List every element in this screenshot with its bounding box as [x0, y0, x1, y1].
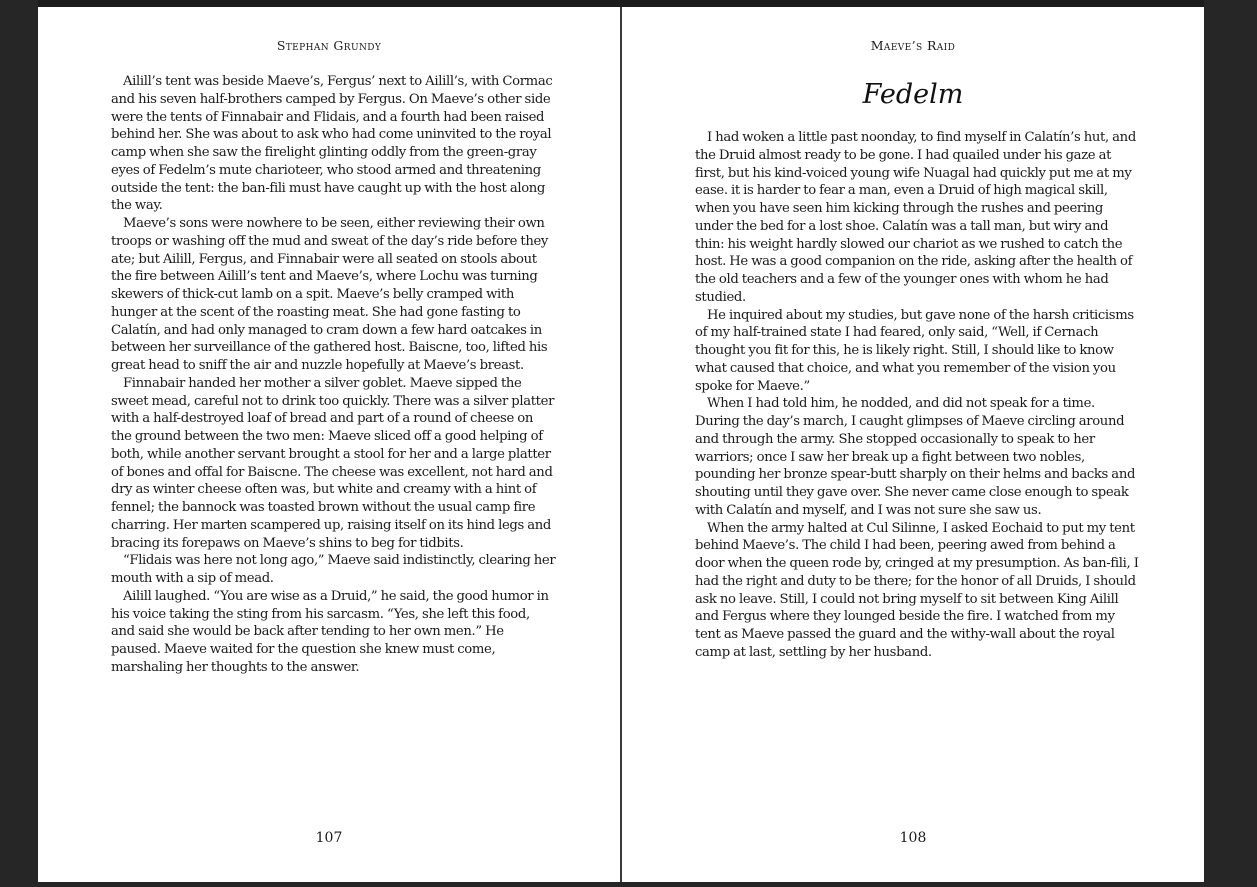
- running-head-title: Maeve’s Raid: [870, 38, 956, 53]
- book-spread: [38, 7, 1204, 882]
- paragraph: Finnabair handed her mother a silver goblet. Maeve sipped the sweet mead, careful not to drink too quickly. There was a silver platter with a half-destroyed loaf of bread and part of a round of cheese on the ground between the two men: Maeve sliced off a good helping of both, while another servant brought a stool for her and a large platter of bones and offal for Baiscne. The cheese was excellent, not hard and dry as winter cheese often was, but white and creamy with a hint of fennel; the bannock was toasted brown without the usual camp fire charring. Her marten scampered up, raising itself on its hind legs and bracing its forepaws on Maeve’s shins to beg for tidbits.: [111, 375, 555, 551]
- chapter-title: Fedelm: [862, 79, 964, 110]
- right-page: [622, 7, 1204, 882]
- right-page-body: [695, 129, 1140, 662]
- left-page-body: [111, 73, 556, 677]
- top-bar: [38, 0, 1204, 7]
- paragraph: Maeve’s sons were nowhere to be seen, either reviewing their own troops or washing off the mud and sweat of the day’s ride before they ate; but Ailill, Fergus, and Finnabair were all seated on stools about the fire between Ailill’s tent and Maeve’s, where Lochu was turning skewers of thick-cut lamb on a spit. Maeve’s belly cramped with hunger at the scent of the roasting meat. She had gone fasting to Calatín, and had only managed to cram down a few hard oatcakes in between her surveillance of the gathered host. Baiscne, too, lifted his great head to sniff the air and nuzzle hopefully at Maeve’s breast.: [111, 216, 549, 373]
- paragraph: When I had told him, he nodded, and did not speak for a time. During the day’s march, I caught glimpses of Maeve circling around and through the army. She stopped occasionally to speak to her warriors; once I saw her break up a fight between two nobles, pounding her bronze spear-butt sharply on their helms and backs and shouting until they gave over. She never came close enough to speak with Calatín and myself, and I was not sure she saw us.: [695, 396, 1136, 518]
- paragraph: When the army halted at Cul Silinne, I asked Eochaid to put my tent behind Maeve’s. The child I had been, peering awed from behind a door when the queen rode by, cringed at my presumption. As ban-fili, I had the right and duty to be there; for the honor of all Druids, I should ask no leave. Still, I could not bring myself to sit between King Ailill and Fergus where they lounged beside the fire. I watched from my tent as Maeve passed the guard and the withy-wall about the royal camp at last, settling by her husband.: [695, 520, 1139, 660]
- page-number-left: 107: [315, 830, 343, 846]
- paragraph: Ailill laughed. “You are wise as a Druid,” he said, the good humor in his voice taking the sting from his sarcasm. “Yes, she left this food, and said she would be back after tending to her own men.” He paused. Maeve waited for the question she knew must come, marshaling her thoughts to the answer.: [111, 588, 549, 675]
- paragraph: I had woken a little past noonday, to find myself in Calatín’s hut, and the Druid almost ready to be gone. I had quailed under his gaze at first, but his kind-voiced young wife Nuagal had quickly put me at my ease. it is harder to fear a man, even a Druid of high magical skill, when you have seen him kicking through the rushes and peering under the bed for a lost shoe. Calatín was a tall man, but wiry and thin: his weight hardly slowed our chariot as we rushed to catch the host. He was a good companion on the ride, asking after the health of the old teachers and a few of the younger ones with whom he had studied.: [695, 130, 1136, 305]
- paragraph: “Flidais was here not long ago,” Maeve said indistinctly, clearing her mouth with a sip of mead.: [111, 553, 556, 586]
- left-page: [38, 7, 620, 882]
- paragraph: Ailill’s tent was beside Maeve’s, Fergus’ next to Ailill’s, with Cormac and his seven half-brothers camped by Fergus. On Maeve’s other side were the tents of Finnabair and Flidais, and a fourth had been raised behind her. She was about to ask who had come uninvited to the royal camp when she saw the firelight glinting oddly from the green-gray eyes of Fedelm’s mute charioteer, who stood armed and threatening outside the tent: the ban-fili must have caught up with the host along the way.: [111, 74, 553, 214]
- paragraph: He inquired about my studies, but gave none of the harsh criticisms of my half-trained state I had feared, only said, “Well, if Cernach thought you fit for this, he is likely right. Still, I should like to know what caused that choice, and what you remember of the vision you spoke for Maeve.”: [695, 307, 1134, 394]
- running-head-author: Stephan Grundy: [276, 38, 382, 53]
- page-number-right: 108: [899, 830, 927, 846]
